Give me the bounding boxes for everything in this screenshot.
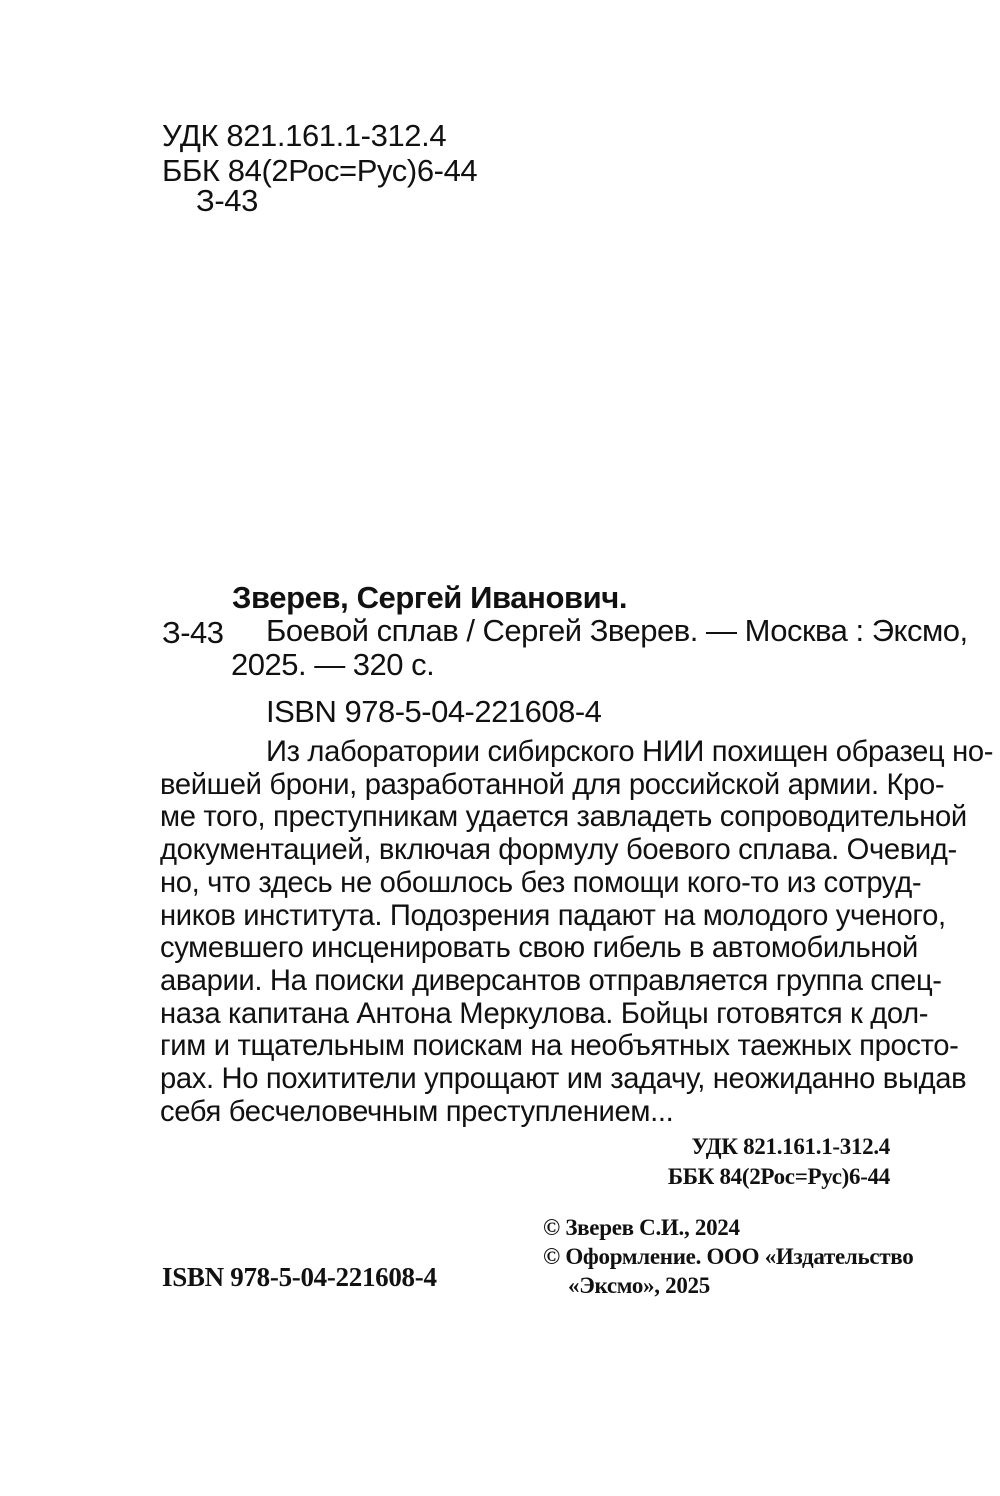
title-line-2: 2025. — 320 с.: [231, 647, 435, 682]
annotation-line: рах. Но похитители упрощают им задачу, неожиданно выдав: [160, 1063, 967, 1096]
annotation-line: гим и тщательным поискам на необъятных таежных просто-: [160, 1030, 959, 1063]
annotation-line: аварии. На поиски диверсантов отправляется группа спец-: [160, 964, 942, 997]
annotation-line: сумевшего инсценировать свою гибель в автомобильной: [160, 932, 918, 965]
udk-code: УДК 821.161.1-312.4: [162, 118, 447, 153]
annotation-line: Из лаборатории сибирского НИИ похищен образец но-: [266, 736, 994, 768]
annotation-line: документацией, включая формулу боевого сплава. Очевид-: [160, 834, 957, 867]
annotation-line: наза капитана Антона Меркулова. Бойцы готовятся к дол-: [160, 997, 929, 1030]
annotation-line: себя бесчеловечным преступлением...: [160, 1095, 674, 1128]
author-name: Зверев, Сергей Иванович.: [232, 580, 628, 615]
annotation-line: но, что здесь не обошлось без помощи кого-то из сотруд-: [160, 866, 922, 899]
author-mark-card: З-43: [162, 615, 224, 650]
isbn-card: ISBN 978-5-04-221608-4: [266, 694, 602, 729]
bbk-code-bottom: ББК 84(2Рос=Рус)6-44: [667, 1164, 890, 1189]
copyright-design-line-2: «Эксмо», 2025: [568, 1273, 710, 1298]
bbk-code: ББК 84(2Рос=Рус)6-44: [162, 153, 478, 188]
copyright-design-line-1: © Оформление. ООО «Издательство: [543, 1244, 914, 1269]
annotation-paragraph: [160, 736, 994, 1128]
annotation-line: ме того, преступникам удается завладеть сопроводительной: [160, 801, 967, 834]
udk-code-bottom: УДК 821.161.1-312.4: [691, 1134, 890, 1159]
title-line-1: Боевой сплав / Сергей Зверев. — Москва : Эксмо,: [266, 613, 968, 648]
annotation-line: вейшей брони, разработанной для российской армии. Кро-: [160, 768, 945, 801]
copyright-author: © Зверев С.И., 2024: [543, 1215, 740, 1240]
isbn-bottom: ISBN 978-5-04-221608-4: [162, 1262, 437, 1292]
author-mark-top: З-43: [196, 183, 258, 218]
annotation-line: ников института. Подозрения падают на молодого ученого,: [160, 899, 946, 932]
